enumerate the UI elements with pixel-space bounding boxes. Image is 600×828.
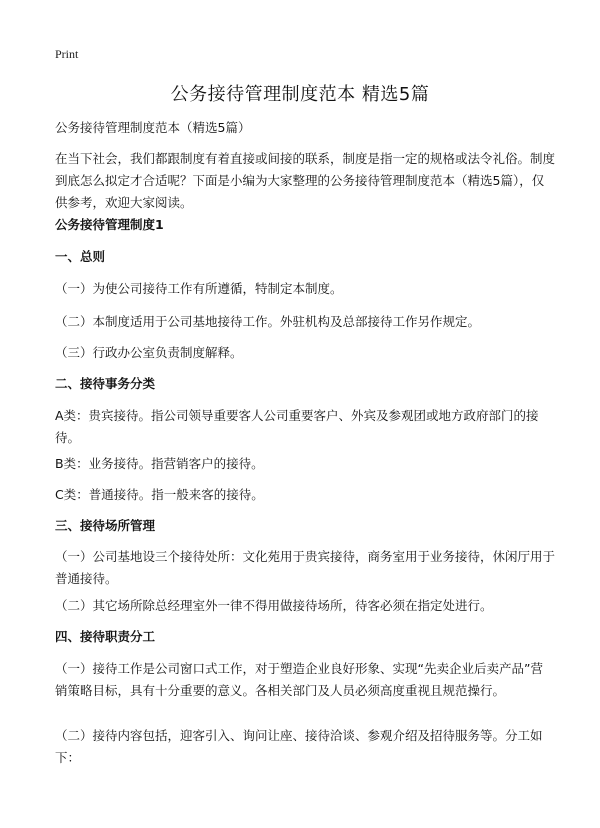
subtitle-text: 公务接待管理制度范本（精选5篇） <box>55 120 251 135</box>
paragraph: A类：贵宾接待。指公司领导重要客人公司重要客户、外宾及参观团或地方政府部门的接待。 <box>55 408 539 445</box>
heading-venues: 三、接待场所管理 <box>55 518 156 533</box>
paragraph: C类：普通接待。指一般来客的接待。 <box>55 487 264 502</box>
heading-general: 一、总则 <box>55 249 106 264</box>
print-label[interactable]: Print <box>55 47 79 61</box>
paragraph: （二）其它场所除总经理室外一律不得用做接待场所，待客必须在指定处进行。 <box>55 598 493 613</box>
document-title: 公务接待管理制度范本 精选5篇 <box>170 84 430 105</box>
paragraph: B类：业务接待。指营销客户的接待。 <box>55 456 264 471</box>
paragraph: （一）接待工作是公司窗口式工作，对于塑造企业良好形象、实现“先卖企业后卖产品”营销策略目标，具有十分重要的意义。各相关部门及人员必须高度重视且规范操行。 <box>55 661 543 698</box>
paragraph: （三）行政办公室负责制度解释。 <box>55 345 243 360</box>
paragraph: （二）接待内容包括，迎客引入、询问让座、接待洽谈、参观介绍及招待服务等。分工如下： <box>55 728 543 765</box>
heading-duties: 四、接待职责分工 <box>55 629 156 644</box>
heading-categories: 二、接待事务分类 <box>55 376 156 391</box>
intro-text: 在当下社会，我们都跟制度有着直接或间接的联系，制度是指一定的规格或法令礼俗。制度到底怎么拟定才合适呢？下面是小编为大家整理的公务接待管理制度范本（精选5篇），仅供参考，欢迎大家阅读。 <box>55 151 556 210</box>
paragraph: （一）为使公司接待工作有所遵循，特制定本制度。 <box>55 281 343 296</box>
document-subtitle <box>55 117 555 139</box>
section-title: 公务接待管理制度1 <box>55 217 164 232</box>
intro-paragraph <box>55 148 555 214</box>
paragraph: （二）本制度适用于公司基地接待工作。外驻机构及总部接待工作另作规定。 <box>55 314 481 329</box>
paragraph: （一）公司基地设三个接待处所：文化苑用于贵宾接待，商务室用于业务接待，休闲厅用于普通接待。 <box>55 549 556 586</box>
